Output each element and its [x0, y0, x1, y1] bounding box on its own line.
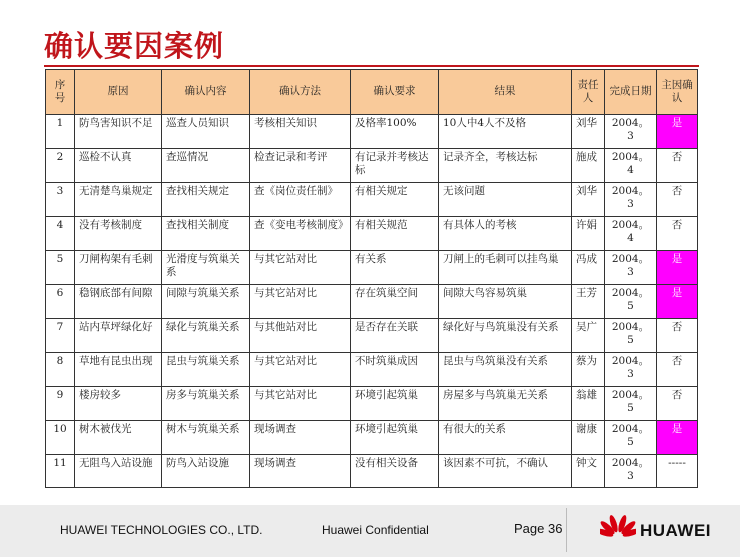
owner-cell: 王芳: [572, 285, 605, 319]
result-cell: 间隙大鸟容易筑巢: [439, 285, 572, 319]
method-cell: 查《岗位责任制》: [250, 183, 351, 217]
owner-cell: 吴广: [572, 319, 605, 353]
footer-confidential: Huawei Confidential: [322, 523, 429, 537]
header-cell: 责任人: [572, 70, 605, 115]
table-row: [46, 115, 698, 149]
date-cell: 2004。3: [605, 251, 657, 285]
content-cell: 光滑度与筑巢关系: [162, 251, 250, 285]
main-cause-cell: 否: [657, 319, 698, 353]
row-number: 6: [46, 285, 75, 319]
owner-cell: 刘华: [572, 183, 605, 217]
cause-cell: 没有考核制度: [75, 217, 162, 251]
result-cell: 无该问题: [439, 183, 572, 217]
method-cell: 与其它站对比: [250, 285, 351, 319]
row-number: 2: [46, 149, 75, 183]
result-cell: 有很大的关系: [439, 421, 572, 455]
date-cell: 2004。5: [605, 421, 657, 455]
content-cell: 间隙与筑巢关系: [162, 285, 250, 319]
requirement-cell: 环境引起筑巢: [351, 421, 439, 455]
date-cell: 2004。5: [605, 387, 657, 421]
main-cause-cell: 是: [657, 285, 698, 319]
cause-cell: 巡检不认真: [75, 149, 162, 183]
date-cell: 2004。3: [605, 353, 657, 387]
result-cell: 有具体人的考核: [439, 217, 572, 251]
row-number: 7: [46, 319, 75, 353]
method-cell: 与其他站对比: [250, 319, 351, 353]
result-cell: 绿化好与鸟筑巢没有关系: [439, 319, 572, 353]
cause-cell: 刀闸构架有毛刺: [75, 251, 162, 285]
footer-divider: [566, 508, 567, 552]
footer-company: HUAWEI TECHNOLOGIES CO., LTD.: [60, 523, 263, 537]
main-cause-cell: 是: [657, 421, 698, 455]
result-cell: 刀闸上的毛刺可以挂鸟巢: [439, 251, 572, 285]
requirement-cell: 及格率100%: [351, 115, 439, 149]
table-row: [46, 149, 698, 183]
owner-cell: 冯成: [572, 251, 605, 285]
page-number: Page 36: [514, 521, 563, 536]
method-cell: 现场调查: [250, 455, 351, 488]
cause-cell: 稳钢底部有间隙: [75, 285, 162, 319]
requirement-cell: 有相关规范: [351, 217, 439, 251]
cause-cell: 无清楚鸟巢规定: [75, 183, 162, 217]
date-cell: 2004。3: [605, 183, 657, 217]
requirement-cell: 没有相关设备: [351, 455, 439, 488]
result-cell: 该因素不可抗，不确认: [439, 455, 572, 488]
cause-cell: 草地有昆虫出现: [75, 353, 162, 387]
requirement-cell: 不时筑巢成因: [351, 353, 439, 387]
main-cause-cell: 是: [657, 115, 698, 149]
date-cell: 2004。5: [605, 319, 657, 353]
row-number: 10: [46, 421, 75, 455]
requirement-cell: 存在筑巢空间: [351, 285, 439, 319]
owner-cell: 翁雄: [572, 387, 605, 421]
requirement-cell: 是否存在关联: [351, 319, 439, 353]
method-cell: 检查记录和考评: [250, 149, 351, 183]
owner-cell: 许娟: [572, 217, 605, 251]
requirement-cell: 有关系: [351, 251, 439, 285]
content-cell: 树木与筑巢关系: [162, 421, 250, 455]
table-header-row: [46, 70, 698, 115]
method-cell: 与其它站对比: [250, 387, 351, 421]
date-cell: 2004。4: [605, 217, 657, 251]
owner-cell: 蔡为: [572, 353, 605, 387]
title-divider: [44, 65, 699, 67]
cause-cell: 站内草坪绿化好: [75, 319, 162, 353]
table-row: [46, 251, 698, 285]
logo-wordmark: HUAWEI: [640, 521, 711, 540]
requirement-cell: 有记录并考核达标: [351, 149, 439, 183]
table-row: [46, 217, 698, 251]
method-cell: 查《变电考核制度》: [250, 217, 351, 251]
row-number: 5: [46, 251, 75, 285]
cause-confirmation-table: [45, 69, 698, 488]
header-cell: 确认内容: [162, 70, 250, 115]
main-cause-cell: -----: [657, 455, 698, 488]
main-cause-cell: 否: [657, 387, 698, 421]
content-cell: 查找相关制度: [162, 217, 250, 251]
date-cell: 2004。5: [605, 285, 657, 319]
content-cell: 防鸟入站设施: [162, 455, 250, 488]
main-cause-cell: 否: [657, 149, 698, 183]
date-cell: 2004。3: [605, 115, 657, 149]
owner-cell: 施成: [572, 149, 605, 183]
cause-cell: 楼房较多: [75, 387, 162, 421]
header-cell: 结果: [439, 70, 572, 115]
requirement-cell: 环境引起筑巢: [351, 387, 439, 421]
content-cell: 房多与筑巢关系: [162, 387, 250, 421]
owner-cell: 谢康: [572, 421, 605, 455]
table-row: [46, 183, 698, 217]
main-cause-cell: 是: [657, 251, 698, 285]
content-cell: 查找相关规定: [162, 183, 250, 217]
result-cell: 记录齐全，考核达标: [439, 149, 572, 183]
date-cell: 2004。4: [605, 149, 657, 183]
table-row: [46, 421, 698, 455]
main-cause-cell: 否: [657, 217, 698, 251]
content-cell: 巡查人员知识: [162, 115, 250, 149]
result-cell: 昆虫与鸟筑巢没有关系: [439, 353, 572, 387]
row-number: 4: [46, 217, 75, 251]
owner-cell: 钟文: [572, 455, 605, 488]
cause-cell: 无阻鸟入站设施: [75, 455, 162, 488]
table-row: [46, 319, 698, 353]
header-cell: 主因确认: [657, 70, 698, 115]
method-cell: 现场调查: [250, 421, 351, 455]
result-cell: 10人中4人不及格: [439, 115, 572, 149]
header-cell: 确认方法: [250, 70, 351, 115]
huawei-petal-logo-icon: [600, 513, 636, 543]
requirement-cell: 有相关规定: [351, 183, 439, 217]
date-cell: 2004。3: [605, 455, 657, 488]
row-number: 1: [46, 115, 75, 149]
table-row: [46, 285, 698, 319]
table-row: [46, 353, 698, 387]
cause-cell: 树木被伐光: [75, 421, 162, 455]
method-cell: 与其它站对比: [250, 251, 351, 285]
main-cause-cell: 否: [657, 183, 698, 217]
row-number: 11: [46, 455, 75, 488]
slide-title: 确认要因案例: [44, 29, 225, 63]
main-cause-cell: 否: [657, 353, 698, 387]
content-cell: 查巡情况: [162, 149, 250, 183]
content-cell: 绿化与筑巢关系: [162, 319, 250, 353]
row-number: 8: [46, 353, 75, 387]
content-cell: 昆虫与筑巢关系: [162, 353, 250, 387]
header-cell: 序号: [46, 70, 75, 115]
header-cell: 原因: [75, 70, 162, 115]
table-body: [46, 115, 698, 488]
cause-cell: 防鸟害知识不足: [75, 115, 162, 149]
row-number: 3: [46, 183, 75, 217]
table-row: [46, 387, 698, 421]
method-cell: 与其它站对比: [250, 353, 351, 387]
row-number: 9: [46, 387, 75, 421]
method-cell: 考核相关知识: [250, 115, 351, 149]
result-cell: 房屋多与鸟筑巢无关系: [439, 387, 572, 421]
header-cell: 完成日期: [605, 70, 657, 115]
table-row: [46, 455, 698, 488]
header-cell: 确认要求: [351, 70, 439, 115]
owner-cell: 刘华: [572, 115, 605, 149]
